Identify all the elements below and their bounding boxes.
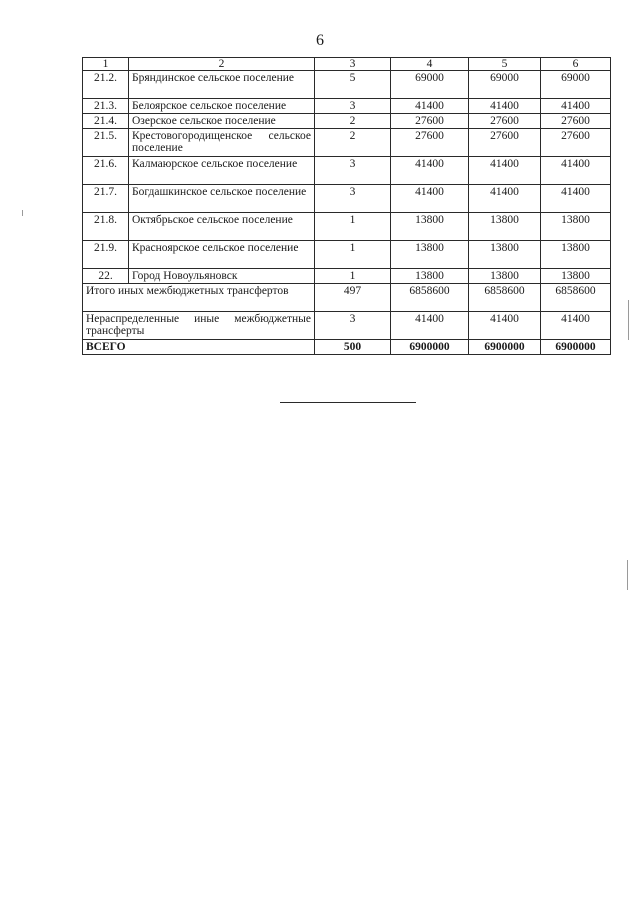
column-3-value: 3 <box>315 312 391 340</box>
column-4-value: 6858600 <box>391 284 469 312</box>
column-4-value: 69000 <box>391 71 469 99</box>
column-number-2: 2 <box>129 58 315 71</box>
column-6-value: 13800 <box>541 241 611 269</box>
column-5-value: 13800 <box>469 213 541 241</box>
column-number-1: 1 <box>83 58 129 71</box>
municipality-name: Бряндинское сельское поселение <box>129 71 315 99</box>
row-number: 21.9. <box>83 241 129 269</box>
total-row <box>83 340 611 355</box>
column-6-value: 13800 <box>541 213 611 241</box>
municipality-name: Крестовогородищенское сельское поселение <box>129 129 315 157</box>
column-6-value: 6858600 <box>541 284 611 312</box>
table-row <box>83 269 611 284</box>
municipality-name: Красноярское сельское поселение <box>129 241 315 269</box>
municipality-name: Белоярское сельское поселение <box>129 99 315 114</box>
column-4-value: 13800 <box>391 269 469 284</box>
column-3-value: 2 <box>315 114 391 129</box>
column-6-value: 41400 <box>541 157 611 185</box>
column-6-value: 41400 <box>541 312 611 340</box>
row-number: 21.2. <box>83 71 129 99</box>
table-row <box>83 71 611 99</box>
column-5-value: 13800 <box>469 269 541 284</box>
transfers-table <box>82 57 611 355</box>
table-row <box>83 129 611 157</box>
column-3-value: 500 <box>315 340 391 355</box>
column-3-value: 1 <box>315 241 391 269</box>
unallocated-label: Нераспределенные иные межбюджетные трансферты <box>83 312 315 340</box>
column-number-3: 3 <box>315 58 391 71</box>
column-3-value: 1 <box>315 269 391 284</box>
municipality-name: Октябрьское сельское поселение <box>129 213 315 241</box>
column-5-value: 41400 <box>469 157 541 185</box>
table-row <box>83 157 611 185</box>
subtotal-row <box>83 284 611 312</box>
column-5-value: 41400 <box>469 99 541 114</box>
total-label: ВСЕГО <box>83 340 315 355</box>
column-4-value: 27600 <box>391 114 469 129</box>
column-3-value: 497 <box>315 284 391 312</box>
column-6-value: 27600 <box>541 114 611 129</box>
row-number: 21.5. <box>83 129 129 157</box>
column-5-value: 41400 <box>469 185 541 213</box>
row-number: 21.4. <box>83 114 129 129</box>
column-4-value: 13800 <box>391 241 469 269</box>
column-4-value: 13800 <box>391 213 469 241</box>
column-number-6: 6 <box>541 58 611 71</box>
scan-mark <box>22 210 23 216</box>
column-3-value: 5 <box>315 71 391 99</box>
unallocated-row <box>83 312 611 340</box>
column-5-value: 6858600 <box>469 284 541 312</box>
column-5-value: 6900000 <box>469 340 541 355</box>
column-3-value: 3 <box>315 99 391 114</box>
closing-rule <box>280 402 416 403</box>
column-3-value: 1 <box>315 213 391 241</box>
column-4-value: 27600 <box>391 129 469 157</box>
table-row <box>83 114 611 129</box>
column-5-value: 69000 <box>469 71 541 99</box>
column-6-value: 41400 <box>541 99 611 114</box>
page-number: 6 <box>316 32 324 49</box>
row-number: 21.8. <box>83 213 129 241</box>
row-number: 21.6. <box>83 157 129 185</box>
column-5-value: 27600 <box>469 129 541 157</box>
column-5-value: 41400 <box>469 312 541 340</box>
municipality-name: Калмаюрское сельское поселение <box>129 157 315 185</box>
row-number: 21.7. <box>83 185 129 213</box>
column-number-4: 4 <box>391 58 469 71</box>
table-row <box>83 185 611 213</box>
scan-mark <box>627 560 628 590</box>
column-4-value: 41400 <box>391 312 469 340</box>
column-3-value: 3 <box>315 185 391 213</box>
row-number: 21.3. <box>83 99 129 114</box>
column-4-value: 41400 <box>391 157 469 185</box>
column-3-value: 2 <box>315 129 391 157</box>
column-6-value: 69000 <box>541 71 611 99</box>
column-5-value: 13800 <box>469 241 541 269</box>
column-4-value: 41400 <box>391 99 469 114</box>
column-6-value: 27600 <box>541 129 611 157</box>
column-6-value: 41400 <box>541 185 611 213</box>
column-number-5: 5 <box>469 58 541 71</box>
table-row <box>83 241 611 269</box>
column-6-value: 6900000 <box>541 340 611 355</box>
subtotal-label: Итого иных межбюджетных трансфертов <box>83 284 315 312</box>
municipality-name: Озерское сельское поселение <box>129 114 315 129</box>
table-row <box>83 213 611 241</box>
column-4-value: 41400 <box>391 185 469 213</box>
column-6-value: 13800 <box>541 269 611 284</box>
column-5-value: 27600 <box>469 114 541 129</box>
column-4-value: 6900000 <box>391 340 469 355</box>
municipality-name: Город Новоульяновск <box>129 269 315 284</box>
table-header-row <box>83 58 611 71</box>
column-3-value: 3 <box>315 157 391 185</box>
table-row <box>83 99 611 114</box>
scan-mark <box>628 300 629 340</box>
row-number: 22. <box>83 269 129 284</box>
municipality-name: Богдашкинское сельское поселение <box>129 185 315 213</box>
